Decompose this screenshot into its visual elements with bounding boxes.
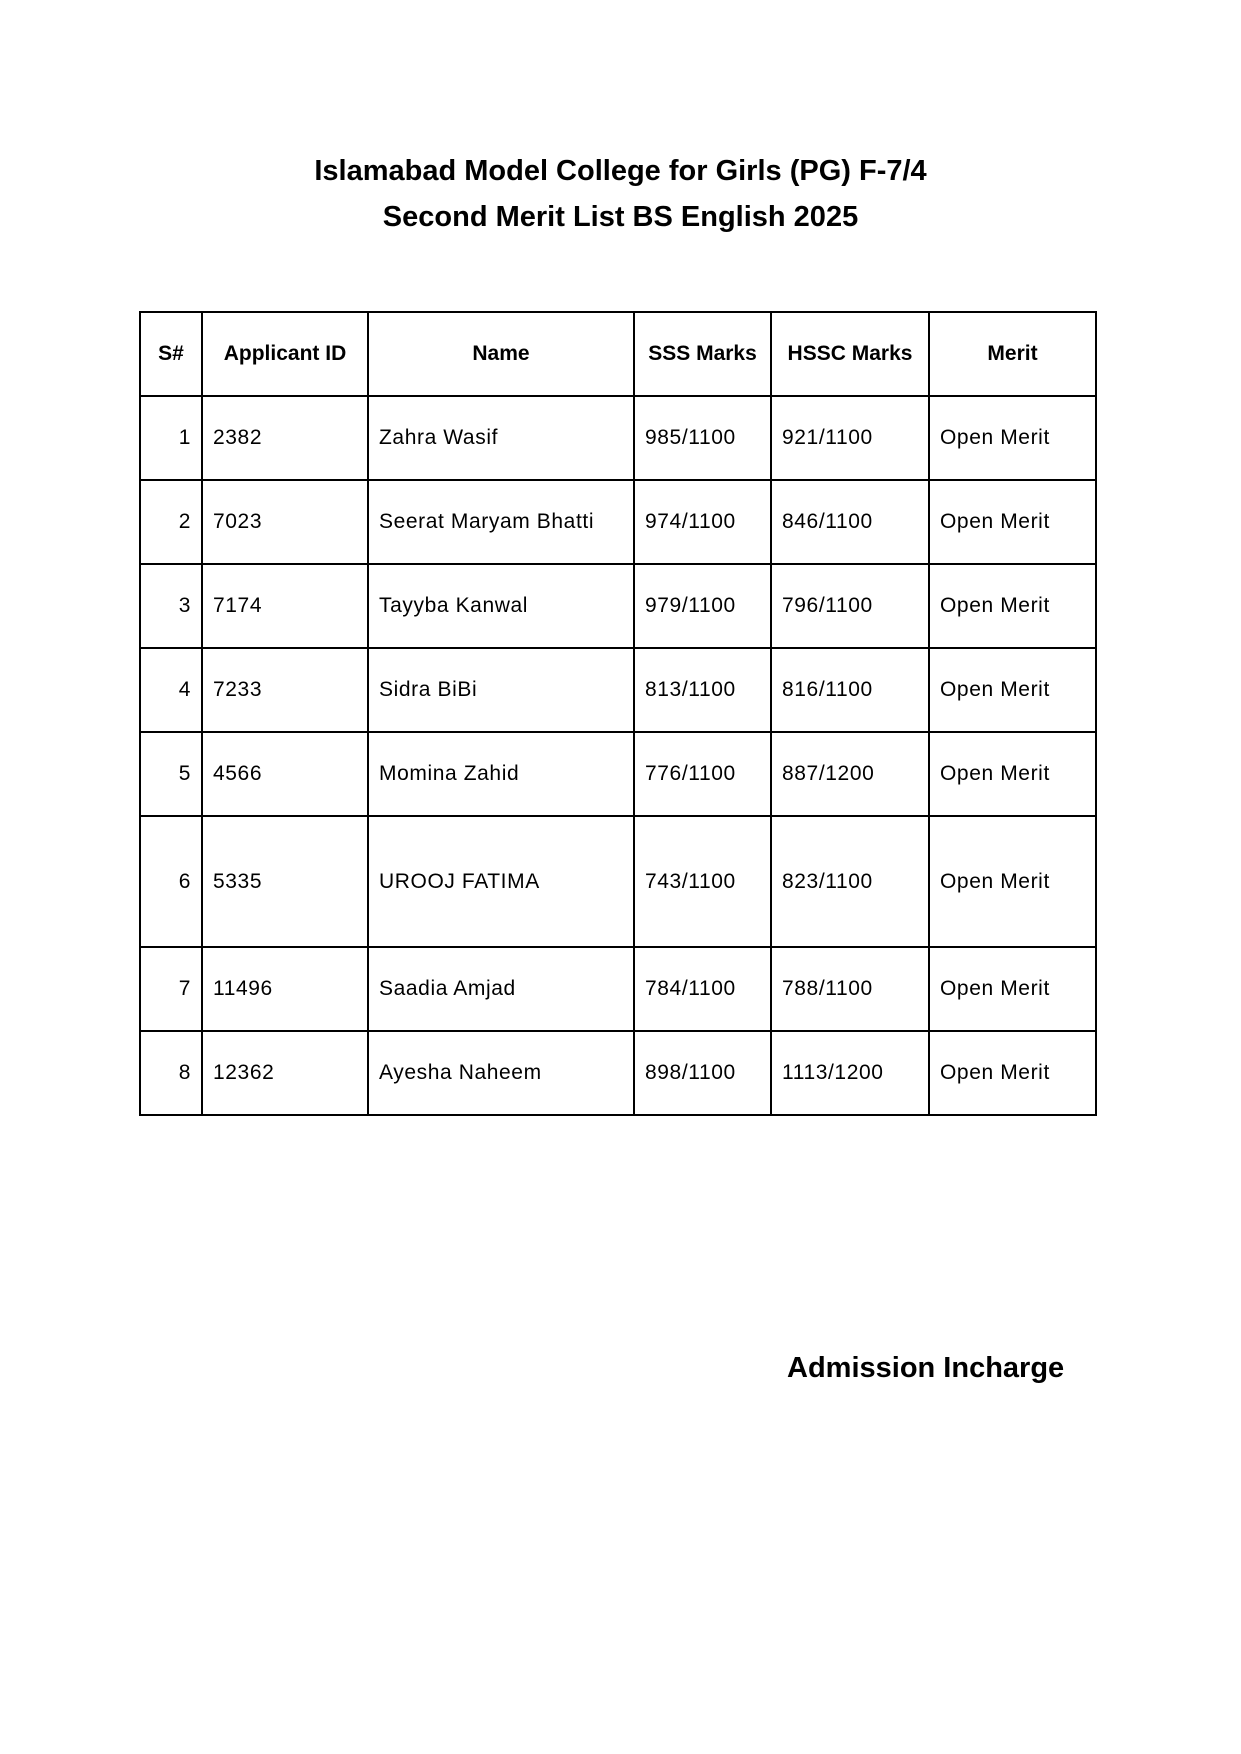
hssc-marks-cell: 921/1100: [771, 396, 929, 480]
serial-cell: 2: [140, 480, 202, 564]
hssc-marks-cell: 1113/1200: [771, 1031, 929, 1115]
merit-cell: Open Merit: [929, 816, 1096, 947]
column-header-sss-marks: SSS Marks: [634, 312, 771, 396]
hssc-marks-cell: 823/1100: [771, 816, 929, 947]
table-row: [140, 648, 1096, 732]
sss-marks-cell: 776/1100: [634, 732, 771, 816]
document-header: [0, 148, 1241, 240]
table-row: [140, 480, 1096, 564]
hssc-marks-cell: 816/1100: [771, 648, 929, 732]
merit-cell: Open Merit: [929, 396, 1096, 480]
table-row: [140, 564, 1096, 648]
merit-cell: Open Merit: [929, 1031, 1096, 1115]
applicant-id-cell: 4566: [202, 732, 368, 816]
name-cell: Zahra Wasif: [368, 396, 634, 480]
hssc-marks-cell: 887/1200: [771, 732, 929, 816]
applicant-id-cell: 5335: [202, 816, 368, 947]
name-cell: Momina Zahid: [368, 732, 634, 816]
table-row: [140, 1031, 1096, 1115]
hssc-marks-cell: 788/1100: [771, 947, 929, 1031]
table-row: [140, 947, 1096, 1031]
serial-cell: 5: [140, 732, 202, 816]
sss-marks-cell: 898/1100: [634, 1031, 771, 1115]
sss-marks-cell: 985/1100: [634, 396, 771, 480]
name-cell: Sidra BiBi: [368, 648, 634, 732]
serial-cell: 4: [140, 648, 202, 732]
merit-cell: Open Merit: [929, 564, 1096, 648]
table-row: [140, 396, 1096, 480]
signature-label: Admission Incharge: [787, 1352, 1065, 1384]
serial-cell: 7: [140, 947, 202, 1031]
serial-cell: 1: [140, 396, 202, 480]
name-cell: Saadia Amjad: [368, 947, 634, 1031]
serial-cell: 8: [140, 1031, 202, 1115]
hssc-marks-cell: 796/1100: [771, 564, 929, 648]
serial-cell: 6: [140, 816, 202, 947]
merit-list-title: Second Merit List BS English 2025: [382, 201, 859, 233]
college-name: Islamabad Model College for Girls (PG) F-7/4: [314, 155, 927, 187]
column-header-merit: Merit: [929, 312, 1096, 396]
applicant-id-cell: 7233: [202, 648, 368, 732]
sss-marks-cell: 974/1100: [634, 480, 771, 564]
sss-marks-cell: 743/1100: [634, 816, 771, 947]
hssc-marks-cell: 846/1100: [771, 480, 929, 564]
applicant-id-cell: 7023: [202, 480, 368, 564]
merit-cell: Open Merit: [929, 732, 1096, 816]
table-row: [140, 732, 1096, 816]
column-header-applicant-id: Applicant ID: [202, 312, 368, 396]
sss-marks-cell: 813/1100: [634, 648, 771, 732]
sss-marks-cell: 784/1100: [634, 947, 771, 1031]
sss-marks-cell: 979/1100: [634, 564, 771, 648]
column-header-name: Name: [368, 312, 634, 396]
name-cell: Seerat Maryam Bhatti: [368, 480, 634, 564]
name-cell: Tayyba Kanwal: [368, 564, 634, 648]
applicant-id-cell: 2382: [202, 396, 368, 480]
applicant-id-cell: 11496: [202, 947, 368, 1031]
merit-cell: Open Merit: [929, 648, 1096, 732]
applicant-id-cell: 7174: [202, 564, 368, 648]
serial-cell: 3: [140, 564, 202, 648]
merit-list-table: [139, 311, 1097, 1116]
name-cell: UROOJ FATIMA: [368, 816, 634, 947]
applicant-id-cell: 12362: [202, 1031, 368, 1115]
merit-cell: Open Merit: [929, 947, 1096, 1031]
name-cell: Ayesha Naheem: [368, 1031, 634, 1115]
table-header-row: [140, 312, 1096, 396]
merit-cell: Open Merit: [929, 480, 1096, 564]
column-header-hssc-marks: HSSC Marks: [771, 312, 929, 396]
table-row: [140, 816, 1096, 947]
column-header-serial: S#: [140, 312, 202, 396]
